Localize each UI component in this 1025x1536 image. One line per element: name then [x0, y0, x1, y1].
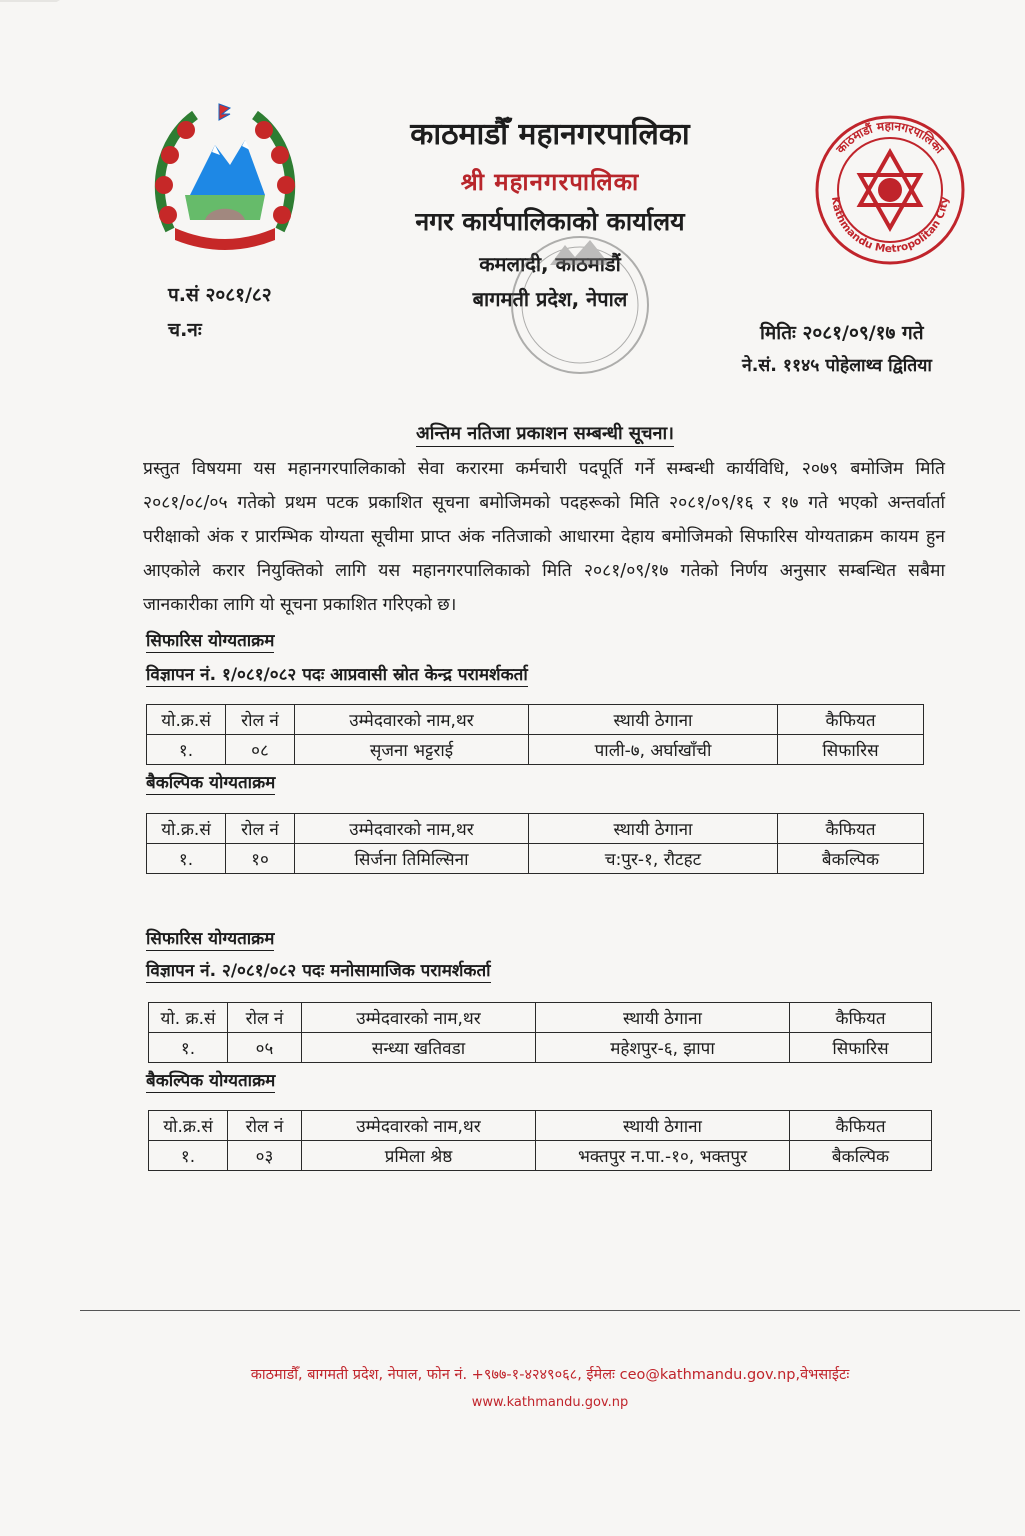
- table-row: [147, 735, 924, 765]
- table-header-row: [149, 1111, 932, 1141]
- header-cell: उम्मेदवारको नाम,थर: [302, 1111, 536, 1141]
- ad-label-1: विज्ञापन नं. १/०८१/०८२ पदः आप्रवासी स्रोत केन्द्र परामर्शकर्ता: [146, 662, 528, 687]
- table-cell: १.: [147, 735, 226, 765]
- footer-divider: [80, 1310, 1020, 1311]
- table-cell: च:पुर-१, रौटहट: [529, 844, 778, 874]
- header-cell: कैफियत: [778, 814, 924, 844]
- table-cell: १०: [226, 844, 295, 874]
- header-cell: कैफियत: [778, 705, 924, 735]
- table-cell: सृजना भट्टराई: [295, 735, 529, 765]
- header-cell: स्थायी ठेगाना: [536, 1111, 790, 1141]
- header-cell: यो.क्र.सं: [147, 705, 226, 735]
- notice-subject: अन्तिम नतिजा प्रकाशन सम्बन्धी सूचना।: [150, 421, 940, 445]
- table-cell: सिफारिस: [778, 735, 924, 765]
- address-line-2: बागमती प्रदेश, नेपाल: [472, 287, 628, 311]
- recommended-table-1: [146, 704, 924, 765]
- paper-fold: [0, 0, 60, 62]
- dispatch-number: च.नः: [168, 319, 202, 341]
- header-cell: रोल नं: [226, 814, 295, 844]
- alternate-label-1: बैकल्पिक योग्यताक्रम: [146, 770, 275, 795]
- table-header-row: [147, 705, 924, 735]
- header-cell: कैफियत: [790, 1003, 932, 1033]
- header-cell: कैफियत: [790, 1111, 932, 1141]
- notice-date: मितिः २०८१/०९/१७ गते: [760, 322, 924, 344]
- recommend-label-1: सिफारिस योग्यताक्रम: [146, 628, 274, 653]
- table-cell: भक्तपुर न.पा.-१०, भक्तपुर: [536, 1141, 790, 1171]
- header-cell: उम्मेदवारको नाम,थर: [302, 1003, 536, 1033]
- table-header-row: [147, 814, 924, 844]
- header-cell: रोल नं: [228, 1111, 302, 1141]
- table-header-row: [149, 1003, 932, 1033]
- table-cell: १.: [149, 1033, 228, 1063]
- table-cell: सिफारिस: [790, 1033, 932, 1063]
- alternate-table-2: [148, 1110, 932, 1171]
- table-cell: ०५: [228, 1033, 302, 1063]
- kmc-seal-icon: [810, 110, 970, 270]
- table-cell: १.: [147, 844, 226, 874]
- reference-number: प.सं २०८१/८२: [168, 284, 272, 306]
- ad-label-2: विज्ञापन नं. २/०८१/०८२ पदः मनोसामाजिक परामर्शकर्ता: [146, 958, 491, 983]
- table-row: [147, 844, 924, 874]
- table-row: [149, 1141, 932, 1171]
- table-cell: १.: [149, 1141, 228, 1171]
- header-cell: रोल नं: [228, 1003, 302, 1033]
- alternate-label-2: बैकल्पिक योग्यताक्रम: [146, 1068, 275, 1093]
- header-cell: स्थायी ठेगाना: [529, 705, 778, 735]
- footer-contact: काठमाडौँ, बागमती प्रदेश, नेपाल, फोन नं. +९७७-१-४२४९०६८, ईमेलः ceo@kathmandu.gov.np,वेभसाईटः: [250, 1367, 850, 1383]
- table-cell: बैकल्पिक: [778, 844, 924, 874]
- recommend-label-2: सिफारिस योग्यताक्रम: [146, 926, 274, 951]
- header-cell: रोल नं: [226, 705, 295, 735]
- table-cell: ०८: [226, 735, 295, 765]
- table-row: [149, 1033, 932, 1063]
- header-cell: उम्मेदवारको नाम,थर: [295, 705, 529, 735]
- header-cell: यो.क्र.सं: [147, 814, 226, 844]
- alternate-table-1: [146, 813, 924, 874]
- table-cell: सन्ध्या खतिवडा: [302, 1033, 536, 1063]
- header-cell: स्थायी ठेगाना: [536, 1003, 790, 1033]
- table-cell: महेशपुर-६, झापा: [536, 1033, 790, 1063]
- header-cell: उम्मेदवारको नाम,थर: [295, 814, 529, 844]
- org-name: काठमाडौँ महानगरपालिका: [410, 117, 690, 152]
- office-name: नगर कार्यपालिकाको कार्यालय: [415, 207, 685, 236]
- notice-body: प्रस्तुत विषयमा यस महानगरपालिकाको सेवा करारमा कर्मचारी पदपूर्ति गर्ने सम्बन्धी कार्यविधि, २०७९ बमोजिम मिति २०८१/०८/०५ गतेको प्रथम पटक प्रकाशित सूचना बमोजिमको पदहरूको मिति २०८१/०९/१६ र १७ गते भएको अन्तर्वार्ता परीक्षाको अंक र प्रारम्भिक योग्यता सूचीमा प्राप्त अंक नतिजाको आधारमा देहाय बमोजिमको सिफारिस योग्यताक्रम कायम हुन आएकोले करार नियुक्तिको लागि यस महानगरपालिकाको मिति २०८१/०९/१७ गतेको निर्णय अनुसार सम्बन्धित सबैमा जानकारीका लागि यो सूचना प्रकाशित गरिएको छ।: [143, 459, 945, 615]
- office-stamp-icon: [495, 215, 670, 400]
- table-cell: सिर्जना तिमिल्सिना: [295, 844, 529, 874]
- seal-english-text: Kathmandu Metropolitan City: [828, 196, 951, 256]
- recommended-table-2: [148, 1002, 932, 1063]
- header-cell: यो. क्र.सं: [149, 1003, 228, 1033]
- table-cell: ०३: [228, 1141, 302, 1171]
- org-name-red: श्री महानगरपालिका: [460, 168, 640, 196]
- nepal-emblem-icon: [150, 100, 300, 260]
- table-cell: बैकल्पिक: [790, 1141, 932, 1171]
- table-cell: प्रमिला श्रेष्ठ: [302, 1141, 536, 1171]
- nepal-sambat-date: ने.सं. ११४५ पोहेलाथ्व द्वितिया: [742, 356, 932, 376]
- footer-website-link[interactable]: www.kathmandu.gov.np: [471, 1395, 629, 1410]
- header-cell: यो.क्र.सं: [149, 1111, 228, 1141]
- header-cell: स्थायी ठेगाना: [529, 814, 778, 844]
- table-cell: पाली-७, अर्घाखाँची: [529, 735, 778, 765]
- seal-text: काठमाडौं महानगरपालिका: [833, 118, 947, 157]
- address-line-1: कमलादी, काठमाडौं: [479, 252, 621, 276]
